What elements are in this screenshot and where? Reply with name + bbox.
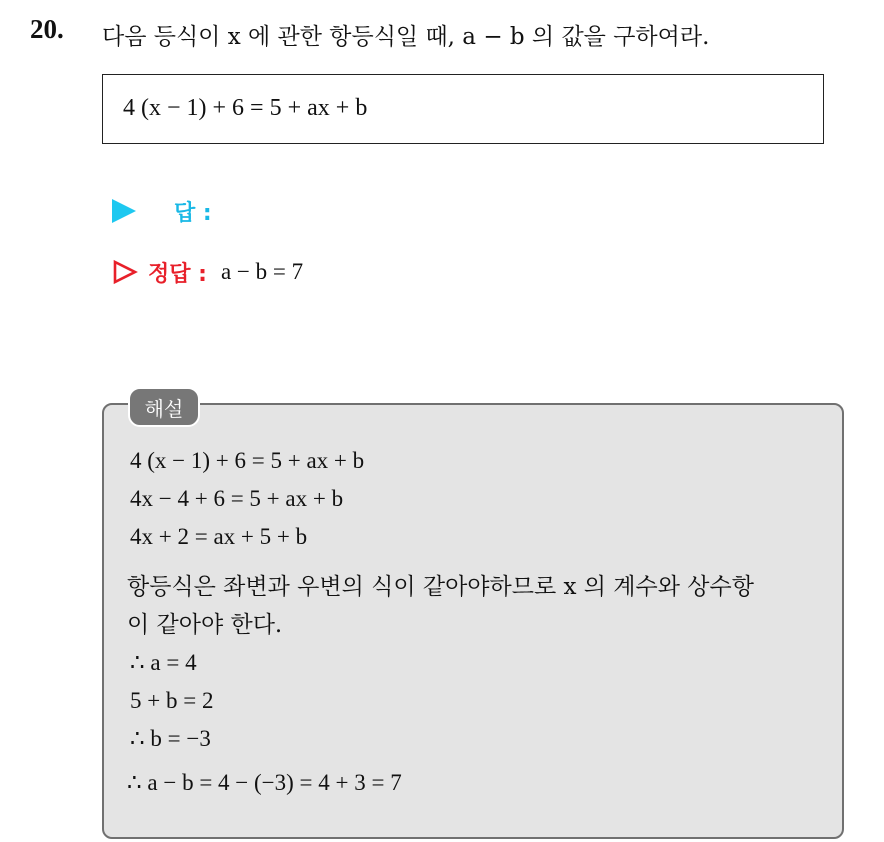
solution-tab-label: 해설 [128, 387, 200, 427]
given-equation: 4 (x − 1) + 6 = 5 + ax + b [123, 95, 368, 121]
solution-step-2: 4x − 4 + 6 = 5 + ax + b [130, 486, 344, 511]
answer-label: 답 : [174, 200, 212, 226]
solution-step-b-equation: 5 + b = 2 [130, 688, 214, 713]
solution-explanation-line-2: 이 같아야 한다. [127, 612, 283, 638]
solution-final-result: ∴ a − b = 4 − (−3) = 4 + 3 = 7 [127, 770, 402, 795]
solution-step-1: 4 (x − 1) + 6 = 5 + ax + b [130, 448, 365, 473]
solution-explanation-line-1: 항등식은 좌변과 우변의 식이 같아야하므로 x 의 계수와 상수항 [127, 574, 754, 600]
outline-triangle-icon [112, 259, 138, 285]
solution-result-b: ∴ b = −3 [130, 726, 211, 751]
correct-answer-value: a − b = 7 [220, 259, 304, 284]
equation-box [102, 74, 824, 144]
correct-answer-label: 정답 : [148, 261, 207, 287]
correct-answer-row [112, 255, 303, 289]
answer-row [112, 196, 212, 226]
question-text: 다음 등식이 x 에 관한 항등식일 때, a − b 의 값을 구하여라. [102, 24, 710, 50]
filled-triangle-icon [112, 199, 136, 223]
solution-result-a: ∴ a = 4 [130, 650, 197, 675]
solution-step-3: 4x + 2 = ax + 5 + b [130, 524, 308, 549]
question-number: 20. [30, 14, 64, 44]
